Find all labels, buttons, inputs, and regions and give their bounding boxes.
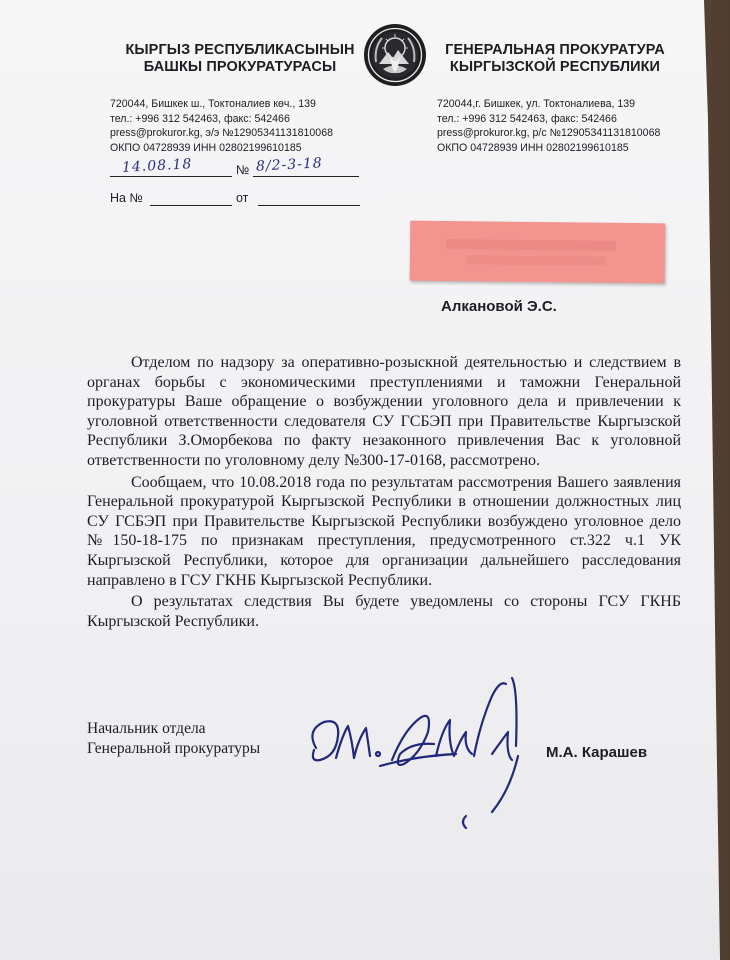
- signatory-position: [87, 719, 260, 759]
- left-address-line: ОКПО 04728939 ИНН 02802199610185: [110, 141, 302, 154]
- date-underline: [110, 176, 232, 177]
- left-address-line: 720044, Бишкек ш., Токтоналиев көч., 139: [110, 98, 316, 110]
- incoming-number-underline: [150, 205, 232, 206]
- emblem-icon: [362, 22, 428, 88]
- body-paragraph: О результатах следствия Вы будете уведомлены со стороны ГСУ ГКНБ Кыргызской Республики.: [87, 593, 681, 630]
- letter-body: [87, 353, 681, 631]
- redaction-sticker: [410, 221, 666, 284]
- left-address-line: press@prokuror.kg, э/э №12905341131810068: [110, 127, 333, 139]
- right-title-line2: КЫРГЫЗСКОЙ РЕСПУБЛИКИ: [449, 59, 661, 75]
- right-address-block: [437, 97, 660, 155]
- from-underline: [258, 205, 360, 206]
- from-label: от: [236, 191, 249, 205]
- position-line1: Начальник отдела: [87, 720, 206, 737]
- right-address-line: press@prokuror.kg, р/с №12905341131810068: [437, 127, 661, 139]
- right-title-line1: ГЕНЕРАЛЬНАЯ ПРОКУРАТУРА: [445, 42, 665, 58]
- right-header-title: [420, 42, 690, 76]
- incoming-number-label: На №: [110, 191, 143, 205]
- left-title-line2: БАШКЫ ПРОКУРАТУРАСЫ: [143, 59, 337, 75]
- number-sign: №: [236, 163, 250, 177]
- left-header-title: [100, 42, 380, 76]
- right-address-line: тел.: +996 312 542463, факс: 542466: [437, 112, 617, 125]
- number-underline: [253, 176, 359, 177]
- position-line2: Генеральной прокуратуры: [87, 740, 261, 757]
- left-title-line1: КЫРГЫЗ РЕСПУБЛИКАСЫНЫН: [125, 42, 355, 58]
- signature-icon: [296, 670, 546, 840]
- left-address-line: тел.: +996 312 542463, факс: 542466: [110, 112, 290, 125]
- body-paragraph: Сообщаем, что 10.08.2018 года по результатам рассмотрения Вашего заявления Генеральной прокуратурой Кыргызской Республики в отношении должностных лиц СУ ГСБЭП при Правительстве Кыргызской Республики возбуждено уголовное дело №150-18-175 по признакам преступления, предусмотренного ст.322 ч.1 УК Кыргызской Республики, которое для организации дальнейшего расследования направлено в ГСУ ГКНБ Кыргызской Республики.: [87, 473, 681, 589]
- right-address-line: 720044,г. Бишкек, ул. Токтоналиева, 139: [437, 98, 636, 110]
- body-paragraph: Отделом по надзору за оперативно-розыскной деятельностью и следствием в органах борьбы с экономическими преступлениями и таможни Генеральной прокуратуры Ваше обращение о возбуждении уголовного дела и привлечении к уголовной ответственности следователя СУ ГСБЭП при Правительстве Кыргызской Республики З.Оморбекова по факту незаконного привлечения Вас к уголовной ответственности по уголовному делу №300-17-0168, рассмотрено.: [87, 354, 681, 469]
- addressee-name: Алкановой Э.С.: [441, 298, 557, 315]
- left-address-block: [110, 97, 333, 155]
- handwritten-date: 14.08.18: [121, 156, 193, 176]
- right-address-line: ОКПО 04728939 ИНН 02802199610185: [437, 141, 629, 154]
- signatory-name: М.А. Карашев: [546, 744, 648, 761]
- handwritten-outgoing-number: 8/2-3-18: [255, 155, 324, 175]
